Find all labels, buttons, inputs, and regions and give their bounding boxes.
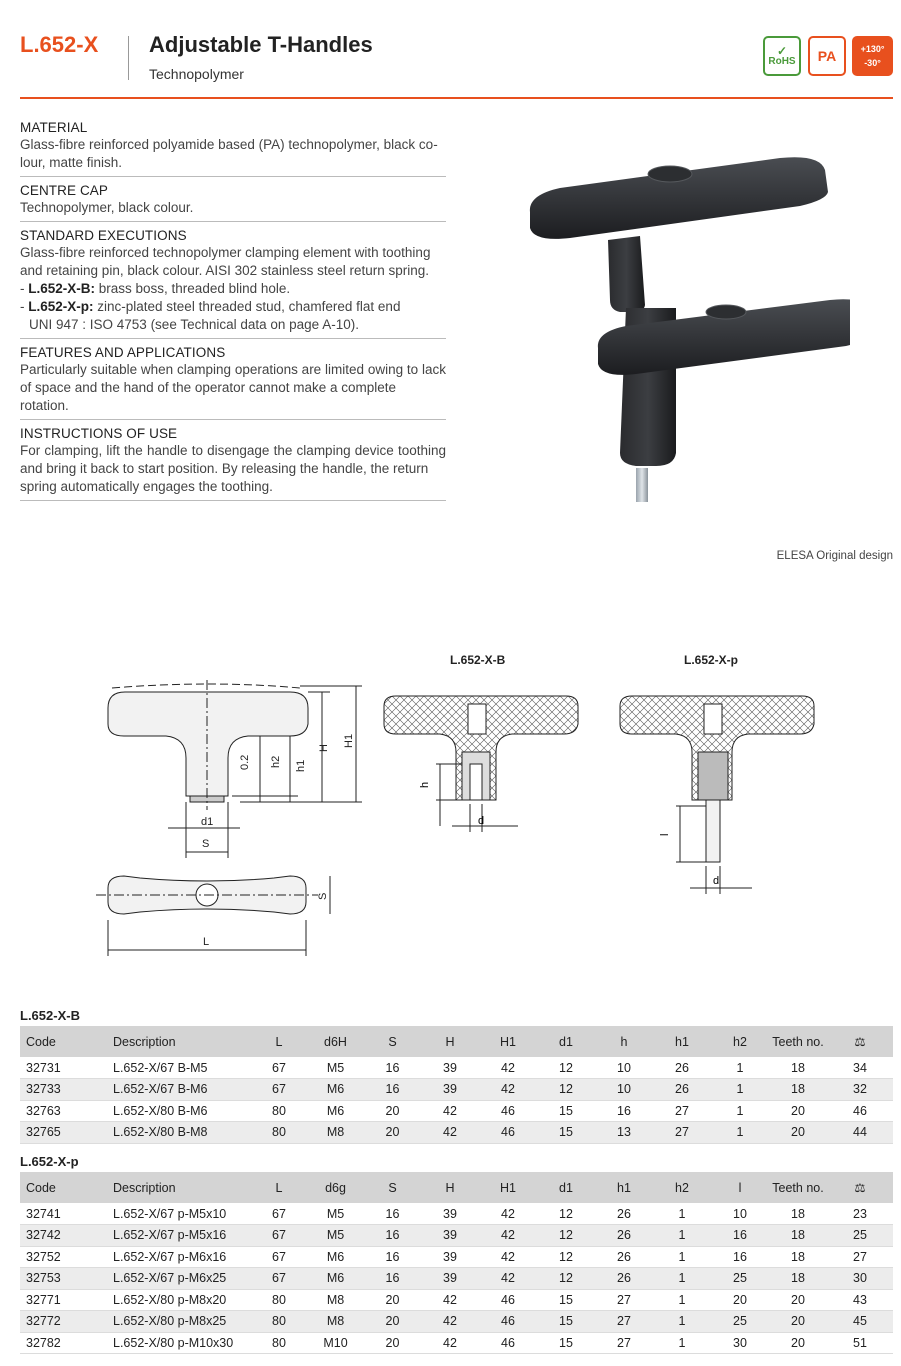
table-cell: L.652-X/67 p-M5x10 [107,1203,251,1225]
table-p [20,1172,893,1354]
table-cell: 18 [769,1246,827,1268]
table-cell: 12 [537,1246,595,1268]
page-subtitle: Technopolymer [149,66,244,82]
table-cell: 16 [595,1100,653,1122]
description-sections [20,118,446,505]
table-cell: 26 [595,1246,653,1268]
table-cell: 32731 [20,1057,107,1079]
table-cell: 42 [479,1057,537,1079]
table-b-title: L.652-X-B [20,1008,80,1023]
table-cell: M5 [307,1057,364,1079]
table-p-header: Code Description L d6g S H H1 d1 h1 h2 l Teeth no. ⚖ [20,1172,893,1203]
table-cell: 20 [364,1289,421,1311]
table-cell: 15 [537,1289,595,1311]
table-cell: 16 [364,1225,421,1247]
table-cell: 46 [479,1100,537,1122]
table-cell: 42 [479,1225,537,1247]
svg-text:H1: H1 [343,733,355,748]
table-cell: 32742 [20,1225,107,1247]
table-cell: 42 [479,1268,537,1290]
table-row [20,1246,893,1268]
table-row [20,1311,893,1333]
section-standard-executions: STANDARD EXECUTIONS Glass-fibre reinforced technopolymer clamping element with toothing and retaining pin, black colour. AISI 302 stainless steel return spring. - L.652-X-B: brass boss, threaded blind hole. - L.652-X-p: zinc-plated steel threaded stud, chamfered flat end UNI 947 : ISO 4753 (see Technical data on page A-10). [20,226,446,339]
table-cell: 42 [421,1100,479,1122]
table-cell: 25 [827,1225,893,1247]
table-cell: 15 [537,1311,595,1333]
svg-text:h: h [419,781,431,788]
table-cell: L.652-X/67 p-M6x16 [107,1246,251,1268]
table-cell: M8 [307,1289,364,1311]
table-cell: 32763 [20,1100,107,1122]
table-cell: 13 [595,1122,653,1144]
table-p-body [20,1203,893,1354]
table-cell: 46 [479,1289,537,1311]
table-cell: M5 [307,1225,364,1247]
table-cell: 1 [653,1203,711,1225]
table-cell: L.652-X/67 p-M5x16 [107,1225,251,1247]
table-cell: M6 [307,1268,364,1290]
side-view-drawing [108,680,362,858]
table-b-header: Code Description L d6H S H H1 d1 h h1 h2 Teeth no. ⚖ [20,1026,893,1057]
svg-text:h1: h1 [295,759,307,772]
table-b-body [20,1057,893,1143]
temperature-badge: +130° -30° [852,36,893,76]
table-cell: 32752 [20,1246,107,1268]
table-cell: 39 [421,1203,479,1225]
header-divider [128,36,129,80]
table-row [20,1079,893,1101]
table-cell: 67 [251,1079,307,1101]
table-cell: 16 [364,1203,421,1225]
svg-text:H: H [318,744,330,752]
svg-text:L.652-X-p: L.652-X-p [684,653,739,667]
table-cell: 32741 [20,1203,107,1225]
table-cell: 42 [421,1311,479,1333]
table-cell: 45 [827,1311,893,1333]
table-cell: 32 [827,1079,893,1101]
table-cell: 44 [827,1122,893,1144]
svg-text:d: d [713,875,720,887]
page-title: Adjustable T-Handles [149,32,373,57]
table-cell: 18 [769,1268,827,1290]
table-cell: M6 [307,1246,364,1268]
table-cell: 32782 [20,1332,107,1354]
table-cell: L.652-X/67 B-M6 [107,1079,251,1101]
table-cell: 12 [537,1079,595,1101]
table-cell: 25 [711,1311,769,1333]
table-cell: L.652-X/67 p-M6x25 [107,1268,251,1290]
table-cell: 12 [537,1225,595,1247]
table-row [20,1332,893,1354]
table-cell: 34 [827,1057,893,1079]
table-cell: 1 [711,1100,769,1122]
table-cell: 42 [421,1332,479,1354]
table-cell: 1 [653,1225,711,1247]
table-p-title: L.652-X-p [20,1154,79,1169]
table-cell: 26 [653,1079,711,1101]
table-cell: M6 [307,1100,364,1122]
table-cell: 23 [827,1203,893,1225]
table-cell: 25 [711,1268,769,1290]
table-cell: 18 [769,1203,827,1225]
table-cell: 46 [479,1122,537,1144]
table-cell: 42 [479,1203,537,1225]
section-b-drawing [384,653,578,832]
table-row [20,1100,893,1122]
table-cell: M10 [307,1332,364,1354]
table-cell: 67 [251,1246,307,1268]
table-b [20,1026,893,1144]
product-code: L.652-X [20,32,99,57]
table-cell: M8 [307,1122,364,1144]
table-cell: 42 [421,1122,479,1144]
table-cell: 15 [537,1332,595,1354]
section-features: FEATURES AND APPLICATIONS Particularly suitable when clamping operations are limited owing to lack of space and the hand of the operator cannot make a complete rotation. [20,343,446,420]
table-cell: 12 [537,1057,595,1079]
table-cell: M6 [307,1079,364,1101]
table-cell: 1 [653,1332,711,1354]
table-cell: M8 [307,1311,364,1333]
table-cell: 80 [251,1332,307,1354]
table-cell: 20 [769,1289,827,1311]
rohs-badge: ✓ RoHS [763,36,801,76]
table-cell: L.652-X/80 B-M6 [107,1100,251,1122]
table-cell: 20 [711,1289,769,1311]
table-row [20,1122,893,1144]
table-cell: 67 [251,1057,307,1079]
table-cell: 27 [595,1289,653,1311]
svg-text:S: S [202,838,210,850]
table-cell: 27 [653,1122,711,1144]
table-cell: 16 [711,1225,769,1247]
table-row [20,1057,893,1079]
table-cell: L.652-X/80 p-M8x20 [107,1289,251,1311]
top-view-drawing [96,876,330,956]
table-cell: 39 [421,1079,479,1101]
table-cell: 20 [364,1332,421,1354]
table-row [20,1289,893,1311]
table-cell: 67 [251,1203,307,1225]
table-cell: 1 [653,1289,711,1311]
table-cell: 32772 [20,1311,107,1333]
table-cell: 27 [827,1246,893,1268]
table-cell: 80 [251,1122,307,1144]
table-row [20,1268,893,1290]
table-cell: 80 [251,1100,307,1122]
table-cell: 32733 [20,1079,107,1101]
table-cell: 15 [537,1122,595,1144]
table-cell: 27 [653,1100,711,1122]
table-cell: 42 [421,1289,479,1311]
table-cell: 16 [364,1057,421,1079]
table-cell: 80 [251,1311,307,1333]
table-cell: 26 [595,1225,653,1247]
table-cell: 26 [595,1203,653,1225]
table-cell: 20 [769,1332,827,1354]
table-cell: L.652-X/80 p-M8x25 [107,1311,251,1333]
svg-text:0.2: 0.2 [239,754,251,770]
table-cell: 20 [769,1100,827,1122]
check-icon: ✓ [776,43,788,58]
table-cell: 16 [364,1246,421,1268]
table-cell: 27 [595,1332,653,1354]
weight-icon: ⚖ [827,1172,893,1203]
table-cell: 10 [595,1057,653,1079]
table-cell: 15 [537,1100,595,1122]
table-cell: 16 [364,1268,421,1290]
handle-p-photo [598,299,850,502]
pa-badge: PA [808,36,846,76]
table-cell: 1 [711,1057,769,1079]
table-cell: 39 [421,1246,479,1268]
technical-drawings [0,640,901,960]
table-cell: 16 [364,1079,421,1101]
section-centre-cap: CENTRE CAP Technopolymer, black colour. [20,181,446,222]
svg-text:d: d [478,815,485,827]
table-cell: 18 [769,1079,827,1101]
table-cell: 20 [769,1311,827,1333]
table-cell: 1 [653,1246,711,1268]
table-cell: 1 [653,1268,711,1290]
table-cell: 1 [653,1311,711,1333]
table-cell: 67 [251,1268,307,1290]
table-cell: 46 [479,1311,537,1333]
table-cell: 20 [769,1122,827,1144]
svg-text:d1: d1 [201,816,214,828]
table-cell: 39 [421,1225,479,1247]
table-cell: 42 [479,1079,537,1101]
table-cell: 80 [251,1289,307,1311]
table-cell: 1 [711,1079,769,1101]
table-cell: 26 [653,1057,711,1079]
table-cell: 10 [711,1203,769,1225]
table-cell: L.652-X/80 p-M10x30 [107,1332,251,1354]
table-cell: M5 [307,1203,364,1225]
table-cell: 39 [421,1268,479,1290]
table-cell: 1 [711,1122,769,1144]
product-photo [520,140,850,510]
table-cell: 46 [479,1332,537,1354]
table-cell: 39 [421,1057,479,1079]
table-cell: 42 [479,1246,537,1268]
section-p-drawing [620,653,814,894]
design-note: ELESA Original design [776,550,893,562]
table-cell: 16 [711,1246,769,1268]
svg-text:L: L [203,936,210,948]
table-cell: 20 [364,1122,421,1144]
table-cell: 46 [827,1100,893,1122]
section-instructions: INSTRUCTIONS OF USE For clamping, lift the handle to disengage the clamping device toothing and bring it back to start position. By releasing the handle, the return spring automatically engages the toothing. [20,424,446,501]
table-cell: 43 [827,1289,893,1311]
table-cell: 20 [364,1311,421,1333]
table-cell: 18 [769,1225,827,1247]
handle-b-photo [530,157,828,312]
weight-icon: ⚖ [827,1026,893,1057]
table-cell: 27 [595,1311,653,1333]
table-cell: 12 [537,1268,595,1290]
svg-text:l: l [659,833,671,836]
header-rule [20,97,893,99]
table-row [20,1203,893,1225]
table-cell: 32771 [20,1289,107,1311]
table-cell: 51 [827,1332,893,1354]
svg-text:S: S [317,892,329,900]
table-cell: 32765 [20,1122,107,1144]
table-cell: 26 [595,1268,653,1290]
table-cell: 20 [364,1100,421,1122]
table-cell: 30 [711,1332,769,1354]
table-row [20,1225,893,1247]
table-cell: 12 [537,1203,595,1225]
section-material: MATERIAL Glass-fibre reinforced polyamide based (PA) technopolymer, black co- lour, matte finish. [20,118,446,177]
svg-text:h2: h2 [270,755,282,768]
table-cell: 32753 [20,1268,107,1290]
table-cell: 30 [827,1268,893,1290]
table-cell: L.652-X/67 B-M5 [107,1057,251,1079]
svg-text:L.652-X-B: L.652-X-B [450,653,506,667]
table-cell: 10 [595,1079,653,1101]
table-cell: 18 [769,1057,827,1079]
table-cell: 67 [251,1225,307,1247]
table-cell: L.652-X/80 B-M8 [107,1122,251,1144]
